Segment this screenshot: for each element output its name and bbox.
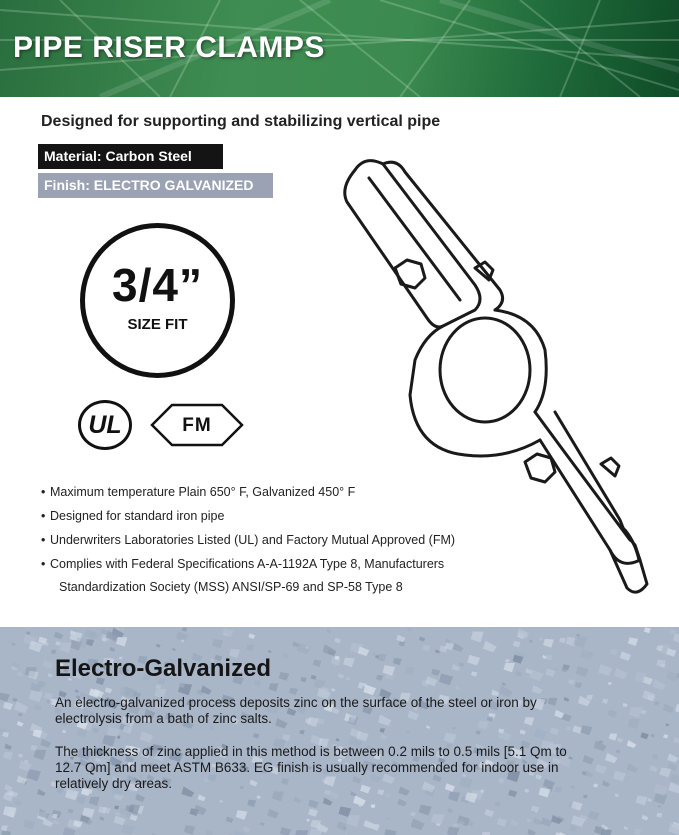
galvanized-spangle — [605, 753, 617, 763]
galvanized-spangle — [533, 817, 542, 825]
galvanized-spangle — [483, 641, 497, 652]
galvanized-spangle — [338, 673, 344, 678]
galvanized-spangle — [663, 734, 668, 738]
galvanized-spangle — [269, 683, 279, 691]
feature-item-ul-fm: • Underwriters Laboratories Listed (UL) and Factory Mutual Approved (FM) — [41, 532, 455, 548]
galvanized-spangle — [311, 675, 317, 680]
galvanized-spangle — [668, 782, 679, 793]
galvanized-spangle — [181, 639, 185, 642]
galvanized-spangle — [300, 677, 306, 682]
galvanized-spangle — [602, 699, 608, 704]
galvanized-spangle — [331, 793, 339, 800]
galvanized-spangle — [53, 820, 59, 825]
galvanized-spangle — [667, 754, 678, 763]
galvanized-spangle — [510, 819, 518, 826]
galvanized-spangle — [541, 817, 552, 826]
galvanized-spangle — [666, 648, 676, 657]
galvanized-spangle — [52, 814, 58, 819]
galvanized-spangle — [43, 660, 54, 669]
galvanized-spangle — [114, 806, 119, 810]
galvanized-spangle — [130, 814, 138, 821]
galvanized-spangle — [282, 653, 289, 658]
galvanized-spangle — [471, 631, 484, 642]
galvanized-spangle — [627, 740, 637, 748]
galvanized-spangle — [399, 641, 406, 646]
galvanized-spangle — [17, 721, 24, 727]
galvanized-spangle — [372, 824, 380, 831]
galvanized-spangle — [346, 815, 360, 827]
galvanized-spangle — [620, 651, 631, 660]
galvanized-spangle — [459, 662, 465, 667]
galvanized-spangle — [99, 816, 104, 820]
galvanized-spangle — [75, 689, 79, 693]
galvanized-spangle — [248, 633, 255, 639]
galvanized-spangle — [246, 645, 254, 652]
galvanized-spangle — [4, 784, 12, 791]
galvanized-spangle — [393, 658, 402, 665]
galvanized-spangle — [602, 780, 610, 787]
galvanized-spangle — [384, 829, 397, 835]
galvanized-spangle — [205, 830, 212, 835]
galvanized-spangle — [115, 811, 120, 815]
galvanized-spangle — [656, 813, 662, 818]
galvanized-spangle — [29, 690, 43, 702]
galvanized-spangle — [43, 818, 54, 827]
galvanized-spangle — [376, 675, 383, 681]
galvanized-spangle — [279, 672, 289, 681]
galvanized-spangle — [595, 764, 607, 774]
galvanized-spangle — [294, 796, 302, 803]
ul-logo-text: UL — [88, 411, 122, 439]
galvanized-spangle — [609, 734, 618, 741]
galvanized-spangle — [546, 654, 553, 660]
galvanized-spangle — [326, 629, 331, 634]
electro-galvanized-section — [0, 627, 679, 835]
galvanized-spangle — [651, 734, 655, 737]
galvanized-spangle — [641, 709, 647, 714]
galvanized-spangle — [156, 644, 161, 648]
galvanized-spangle — [89, 797, 100, 806]
galvanized-spangle — [628, 719, 640, 729]
galvanized-spangle — [476, 730, 481, 734]
galvanized-spangle — [520, 730, 526, 735]
finish-badge: Finish: ELECTRO GALVANIZED — [38, 173, 273, 198]
galvanized-spangle — [575, 682, 582, 688]
galvanized-spangle — [598, 664, 612, 676]
galvanized-spangle — [583, 795, 588, 799]
galvanized-spangle — [289, 688, 298, 695]
galvanized-spangle — [51, 650, 57, 655]
galvanized-spangle — [11, 642, 16, 646]
feature-list — [41, 484, 455, 603]
galvanized-spangle — [363, 685, 376, 696]
galvanized-spangle — [182, 627, 187, 631]
galvanized-spangle — [253, 733, 259, 738]
galvanized-spangle — [18, 754, 23, 758]
galvanized-spangle — [658, 805, 662, 808]
galvanized-spangle — [673, 633, 679, 643]
galvanized-spangle — [222, 628, 234, 638]
header-banner — [0, 0, 679, 97]
galvanized-spangle — [644, 627, 651, 633]
galvanized-spangle — [624, 826, 629, 830]
ul-logo-icon — [78, 400, 132, 450]
galvanized-spangle — [34, 704, 43, 711]
galvanized-spangle — [140, 731, 154, 743]
galvanized-spangle — [504, 663, 515, 672]
galvanized-spangle — [3, 792, 14, 801]
galvanized-spangle — [377, 654, 386, 662]
galvanized-spangle — [636, 796, 648, 806]
galvanized-spangle — [445, 638, 450, 643]
galvanized-spangle — [515, 670, 522, 676]
galvanized-spangle — [102, 638, 107, 642]
galvanized-spangle — [110, 647, 116, 652]
galvanized-spangle — [666, 671, 678, 681]
galvanized-spangle — [306, 819, 310, 822]
galvanized-spangle — [529, 640, 533, 643]
galvanized-spangle — [156, 685, 162, 690]
galvanized-spangle — [121, 628, 125, 631]
galvanized-spangle — [331, 688, 335, 692]
galvanized-spangle — [55, 641, 61, 646]
galvanized-spangle — [431, 814, 445, 825]
galvanized-spangle — [439, 646, 448, 653]
galvanized-spangle — [54, 631, 63, 639]
galvanized-spangle — [569, 825, 577, 832]
galvanized-spangle — [629, 707, 643, 718]
galvanized-spangle — [267, 809, 278, 819]
galvanized-spangle — [551, 815, 562, 824]
galvanized-spangle — [447, 827, 459, 835]
feature-item-iron-pipe: • Designed for standard iron pipe — [41, 508, 455, 524]
galvanized-spangle — [554, 667, 558, 671]
galvanized-spangle — [385, 793, 390, 797]
galvanized-spangle — [435, 649, 440, 653]
galvanized-spangle — [98, 807, 107, 814]
galvanized-spangle — [105, 687, 112, 693]
galvanized-spangle — [663, 703, 674, 712]
galvanized-spangle — [505, 659, 510, 663]
galvanized-spangle — [617, 737, 623, 742]
galvanized-spangle — [397, 799, 406, 807]
galvanized-spangle — [673, 737, 679, 744]
galvanized-spangle — [93, 728, 100, 734]
subtitle: Designed for supporting and stabilizing vertical pipe — [41, 113, 441, 130]
galvanized-spangle — [47, 673, 52, 677]
galvanized-spangle — [406, 730, 411, 734]
galvanized-spangle — [299, 730, 304, 734]
galvanized-spangle — [114, 815, 126, 825]
galvanized-spangle — [431, 669, 440, 676]
galvanized-spangle — [323, 798, 333, 806]
feature-federal-specs-line2: Standardization Society (MSS) ANSI/SP-69 and SP-58 Type 8 — [59, 580, 403, 594]
galvanized-spangle — [3, 702, 13, 710]
galvanized-spangle — [343, 657, 355, 667]
galvanized-spangle — [40, 739, 51, 748]
galvanized-spangle — [634, 829, 642, 835]
galvanized-spangle — [615, 794, 619, 798]
galvanized-spangle — [268, 650, 272, 653]
galvanized-spangle — [670, 629, 676, 634]
galvanized-spangle — [623, 703, 628, 707]
galvanized-spangle — [608, 682, 612, 685]
galvanized-spangle — [219, 800, 223, 803]
galvanized-spangle — [497, 818, 507, 827]
galvanized-spangle — [14, 701, 28, 713]
galvanized-spangle — [675, 704, 679, 715]
galvanized-spangle — [294, 830, 308, 835]
galvanized-title: Electro-Galvanized — [55, 655, 272, 682]
galvanized-spangle — [172, 648, 176, 652]
galvanized-spangle — [666, 723, 670, 726]
galvanized-spangle — [381, 734, 387, 739]
galvanized-spangle — [422, 645, 430, 652]
galvanized-spangle — [76, 729, 87, 738]
galvanized-spangle — [380, 728, 386, 733]
size-label: SIZE FIT — [127, 316, 188, 333]
galvanized-spangle — [308, 799, 319, 808]
galvanized-spangle — [23, 820, 35, 830]
galvanized-spangle — [4, 744, 12, 750]
galvanized-spangle — [336, 738, 340, 741]
galvanized-spangle — [2, 732, 9, 738]
galvanized-paragraph-2: The thickness of zinc applied in this method is between 0.2 mils to 0.5 mils [5.1 Qm to 12.7 Qm] and meet ASTM B633. EG finish is usually recommended for indoor use in relatively dry areas. — [55, 744, 567, 791]
galvanized-spangle — [405, 667, 415, 675]
galvanized-spangle — [649, 765, 658, 772]
galvanized-spangle — [453, 823, 458, 827]
galvanized-spangle — [407, 627, 413, 632]
galvanized-spangle — [532, 685, 543, 694]
galvanized-spangle — [495, 802, 501, 807]
galvanized-spangle — [184, 825, 196, 835]
galvanized-spangle — [236, 810, 248, 820]
galvanized-spangle — [452, 727, 456, 730]
galvanized-spangle — [573, 637, 587, 648]
galvanized-spangle — [647, 798, 651, 802]
galvanized-spangle — [18, 713, 22, 717]
galvanized-spangle — [659, 768, 671, 778]
galvanized-spangle — [37, 789, 46, 796]
galvanized-spangle — [447, 808, 453, 813]
galvanized-spangle — [588, 811, 599, 820]
galvanized-spangle — [568, 679, 574, 684]
galvanized-spangle — [272, 791, 284, 801]
galvanized-paragraph-1: An electro-galvanized process deposits zinc on the surface of the steel or iron by electrolysis from a bath of zinc salts. — [55, 695, 537, 726]
galvanized-spangle — [640, 732, 648, 739]
galvanized-spangle — [226, 816, 234, 822]
galvanized-spangle — [448, 792, 460, 802]
galvanized-spangle — [455, 685, 460, 690]
galvanized-spangle — [15, 800, 22, 806]
galvanized-spangle — [386, 817, 390, 820]
galvanized-spangle — [0, 692, 10, 701]
galvanized-spangle — [383, 665, 396, 676]
size-value: 3/4” — [112, 259, 203, 311]
galvanized-spangle — [334, 638, 341, 644]
galvanized-spangle — [527, 829, 535, 835]
galvanized-spangle — [3, 752, 13, 760]
galvanized-spangle — [559, 638, 566, 644]
galvanized-spangle — [608, 710, 618, 718]
feature-item-max-temp: • Maximum temperature Plain 650° F, Galvanized 450° F — [41, 484, 455, 500]
feature-item-federal-specs — [41, 556, 455, 595]
galvanized-spangle — [122, 824, 135, 835]
galvanized-spangle — [1, 826, 8, 832]
galvanized-spangle — [419, 636, 425, 641]
galvanized-spangle — [396, 634, 405, 642]
galvanized-spangle — [576, 633, 580, 636]
page-title: PIPE RISER CLAMPS — [13, 31, 325, 64]
galvanized-spangle — [419, 805, 432, 816]
galvanized-spangle — [243, 826, 251, 832]
material-badge: Material: Carbon Steel — [38, 144, 223, 169]
galvanized-spangle — [652, 679, 666, 690]
galvanized-spangle — [539, 637, 543, 640]
galvanized-spangle — [527, 818, 532, 822]
fm-logo-icon — [150, 403, 244, 447]
galvanized-spangle — [135, 794, 145, 802]
galvanized-spangle — [358, 647, 370, 657]
galvanized-spangle — [444, 733, 457, 744]
galvanized-spangle — [439, 673, 453, 685]
galvanized-spangle — [652, 754, 659, 760]
galvanized-spangle — [371, 804, 376, 808]
galvanized-spangle — [627, 763, 639, 773]
galvanized-spangle — [26, 631, 30, 635]
galvanized-spangle — [614, 668, 628, 679]
galvanized-spangle — [260, 822, 265, 826]
galvanized-spangle — [534, 728, 547, 739]
galvanized-spangle — [62, 730, 66, 733]
galvanized-spangle — [654, 793, 668, 804]
galvanized-spangle — [543, 639, 554, 648]
galvanized-spangle — [502, 682, 506, 686]
galvanized-spangle — [212, 639, 223, 648]
galvanized-spangle — [12, 698, 17, 702]
galvanized-spangle — [467, 655, 480, 666]
galvanized-spangle — [580, 649, 594, 661]
galvanized-spangle — [247, 800, 256, 808]
galvanized-spangle — [33, 749, 46, 760]
galvanized-spangle — [198, 794, 206, 801]
feature-federal-specs-line1: Complies with Federal Specifications A-A-1192A Type 8, Manufacturers — [50, 557, 445, 571]
galvanized-spangle — [571, 801, 582, 811]
galvanized-spangle — [642, 815, 649, 821]
galvanized-spangle — [410, 812, 416, 817]
galvanized-spangle — [77, 797, 87, 805]
fm-logo-text: FM — [182, 415, 212, 436]
galvanized-spangle — [280, 827, 291, 835]
galvanized-spangle — [453, 643, 464, 652]
galvanized-spangle — [28, 671, 39, 680]
galvanized-spangle — [670, 774, 679, 783]
galvanized-spangle — [313, 660, 322, 667]
galvanized-spangle — [566, 726, 571, 730]
galvanized-spangle — [411, 819, 425, 831]
galvanized-spangle — [628, 637, 638, 646]
galvanized-spangle — [68, 809, 74, 814]
galvanized-spangle — [346, 677, 350, 680]
size-fit-circle — [80, 223, 235, 378]
galvanized-spangle — [17, 671, 24, 676]
galvanized-spangle — [576, 666, 589, 677]
galvanized-spangle — [550, 727, 559, 735]
galvanized-spangle — [613, 771, 626, 782]
galvanized-spangle — [616, 750, 621, 754]
galvanized-spangle — [116, 637, 127, 646]
galvanized-spangle — [610, 649, 618, 656]
galvanized-spangle — [59, 643, 72, 654]
galvanized-spangle — [513, 641, 521, 648]
galvanized-spangle — [654, 702, 659, 706]
galvanized-spangle — [484, 809, 494, 817]
galvanized-spangle — [471, 671, 477, 676]
galvanized-spangle — [257, 796, 261, 800]
